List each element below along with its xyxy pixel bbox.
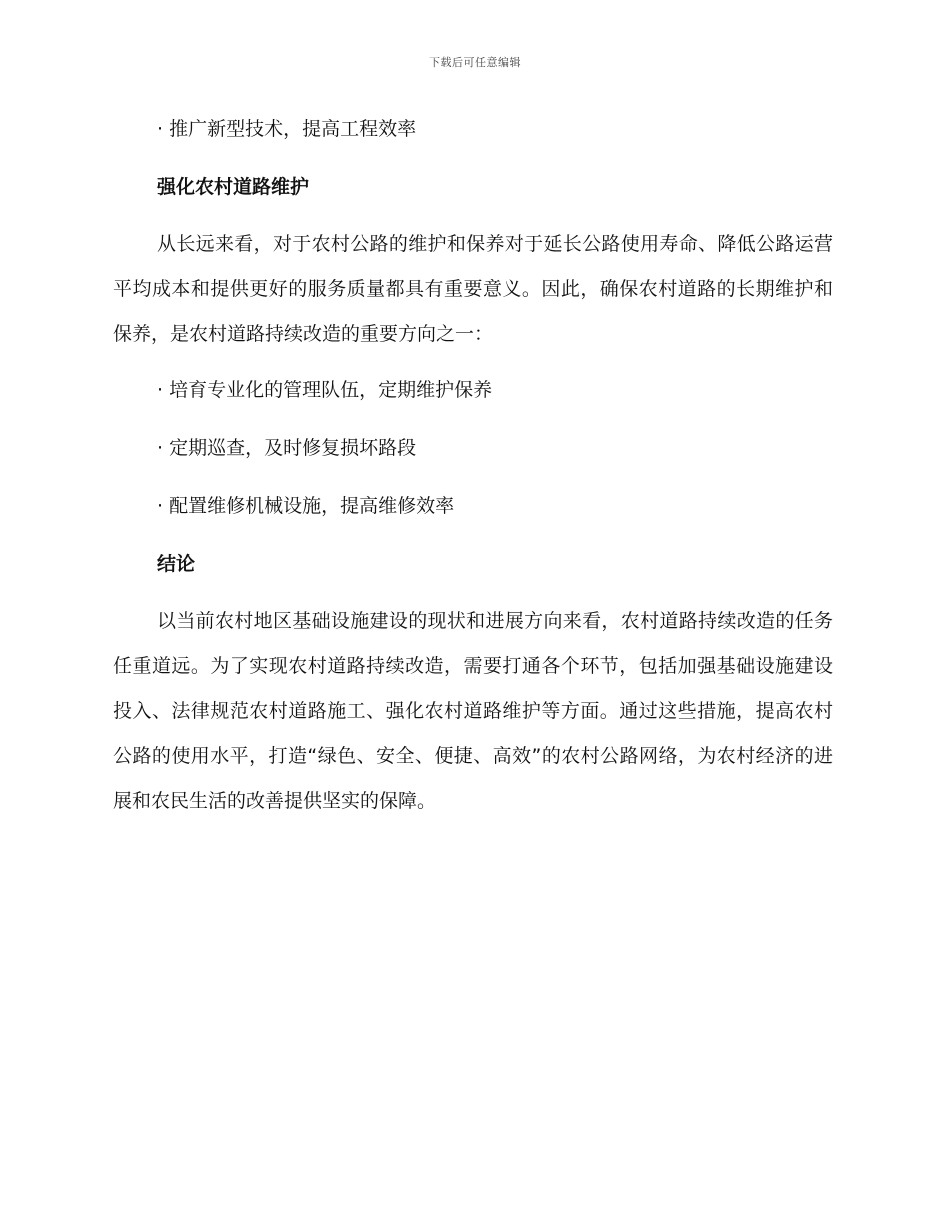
- conclusion-paragraph: 以当前农村地区基础设施建设的现状和进展方向来看，农村道路持续改造的任务任重道远。为了实现农村道路持续改造，需要打通各个环节，包括加强基础设施建设投入、法律规范农村道路施工、强化农村道路维护等方面。通过这些措施，提高农村公路的使用水平，打造“绿色、安全、便捷、高效”的农村公路网络，为农村经济的进展和农民生活的改善提供坚实的保障。: [113, 610, 833, 812]
- bullet-item: · 定期巡查，及时修复损坏路段: [157, 437, 417, 459]
- conclusion-heading: 结论: [157, 553, 196, 575]
- section-heading: 强化农村道路维护: [157, 176, 310, 198]
- bullet-item: · 推广新型技术，提高工程效率: [157, 118, 417, 140]
- bullet-item: · 配置维修机械设施，提高维修效率: [157, 495, 455, 517]
- page-header: 下载后可任意编辑: [429, 56, 521, 69]
- body-paragraph: 从长远来看，对于农村公路的维护和保养对于延长公路使用寿命、降低公路运营平均成本和提供更好的服务质量都具有重要意义。因此，确保农村道路的长期维护和保养，是农村道路持续改造的重要方向之一：: [113, 233, 833, 345]
- bullet-item: · 培育专业化的管理队伍，定期维护保养: [157, 379, 493, 401]
- document-body: [113, 112, 833, 840]
